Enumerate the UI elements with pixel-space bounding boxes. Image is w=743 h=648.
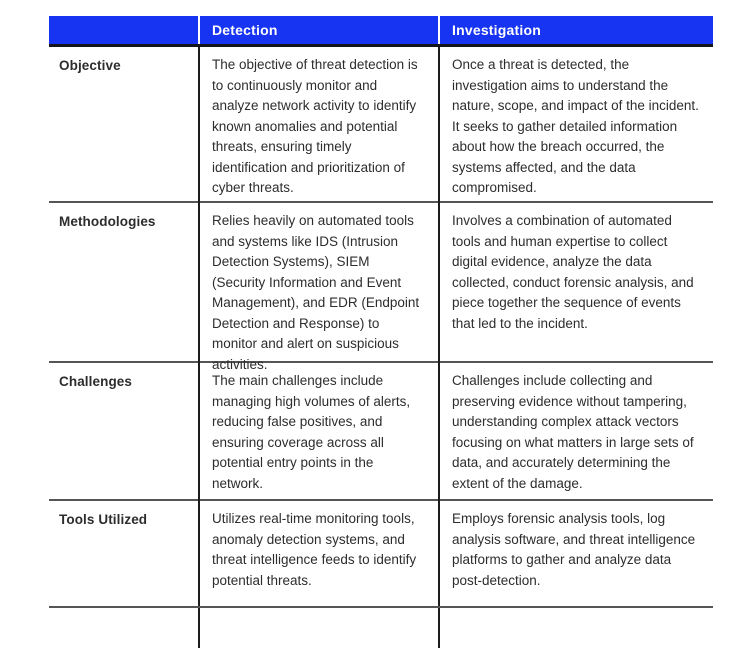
cell-methodologies-investigation: Involves a combination of automated tools and human expertise to collect digital evidence, analyze the data collected, conduct forensic analysis, and piece together the sequence of events that led to the incident. xyxy=(438,203,713,385)
cell-objective-detection: The objective of threat detection is to continuously monitor and analyze network activity to identify known anomalies and potential threats, ensuring timely identification and prioritization of cyber threats. xyxy=(198,47,438,209)
header-cell-investigation: Investigation xyxy=(438,16,713,44)
row-label-challenges: Challenges xyxy=(59,374,133,389)
table-row-partial xyxy=(49,608,713,648)
cell-methodologies-detection: Relies heavily on automated tools and systems like IDS (Intrusion Detection Systems), SIEM (Security Information and Event Management), and EDR (Endpoint Detection and Response) to monitor and alert on suspicious activities. xyxy=(198,203,438,385)
header-cell-empty xyxy=(49,16,198,44)
cell-partial-detection xyxy=(198,608,438,648)
cell-challenges-investigation: Challenges include collecting and preserving evidence without tampering, understanding complex attack vectors focusing on what matters in large sets of data, and accurately determining the extent of the damage. xyxy=(438,363,713,504)
header-cell-detection: Detection xyxy=(198,16,438,44)
cell-challenges-detection: The main challenges include managing high volumes of alerts, reducing false positives, and ensuring coverage across all potential entry points in the network. xyxy=(198,363,438,504)
cell-partial-investigation xyxy=(438,608,713,648)
cell-objective-investigation: Once a threat is detected, the investigation aims to understand the nature, scope, and impact of the incident. It seeks to gather detailed information about how the breach occurred, the systems affected, and the data compromised. xyxy=(438,47,713,209)
row-label-methodologies: Methodologies xyxy=(59,214,156,229)
table-row-challenges xyxy=(49,363,713,501)
row-label-tools-utilized: Tools Utilized xyxy=(59,512,148,527)
cell-tools-investigation: Employs forensic analysis tools, log analysis software, and threat intelligence platforms to gather and analyze data post-detection. xyxy=(438,501,713,606)
table-row-tools-utilized xyxy=(49,501,713,608)
cell-partial-label xyxy=(49,608,198,648)
table-row-methodologies xyxy=(49,203,713,372)
table-row-objective xyxy=(49,47,713,203)
table-header-row xyxy=(49,16,713,47)
comparison-table xyxy=(49,16,713,648)
cell-tools-detection: Utilizes real-time monitoring tools, anomaly detection systems, and threat intelligence feeds to identify potential threats. xyxy=(198,501,438,606)
row-label-objective: Objective xyxy=(59,58,121,73)
